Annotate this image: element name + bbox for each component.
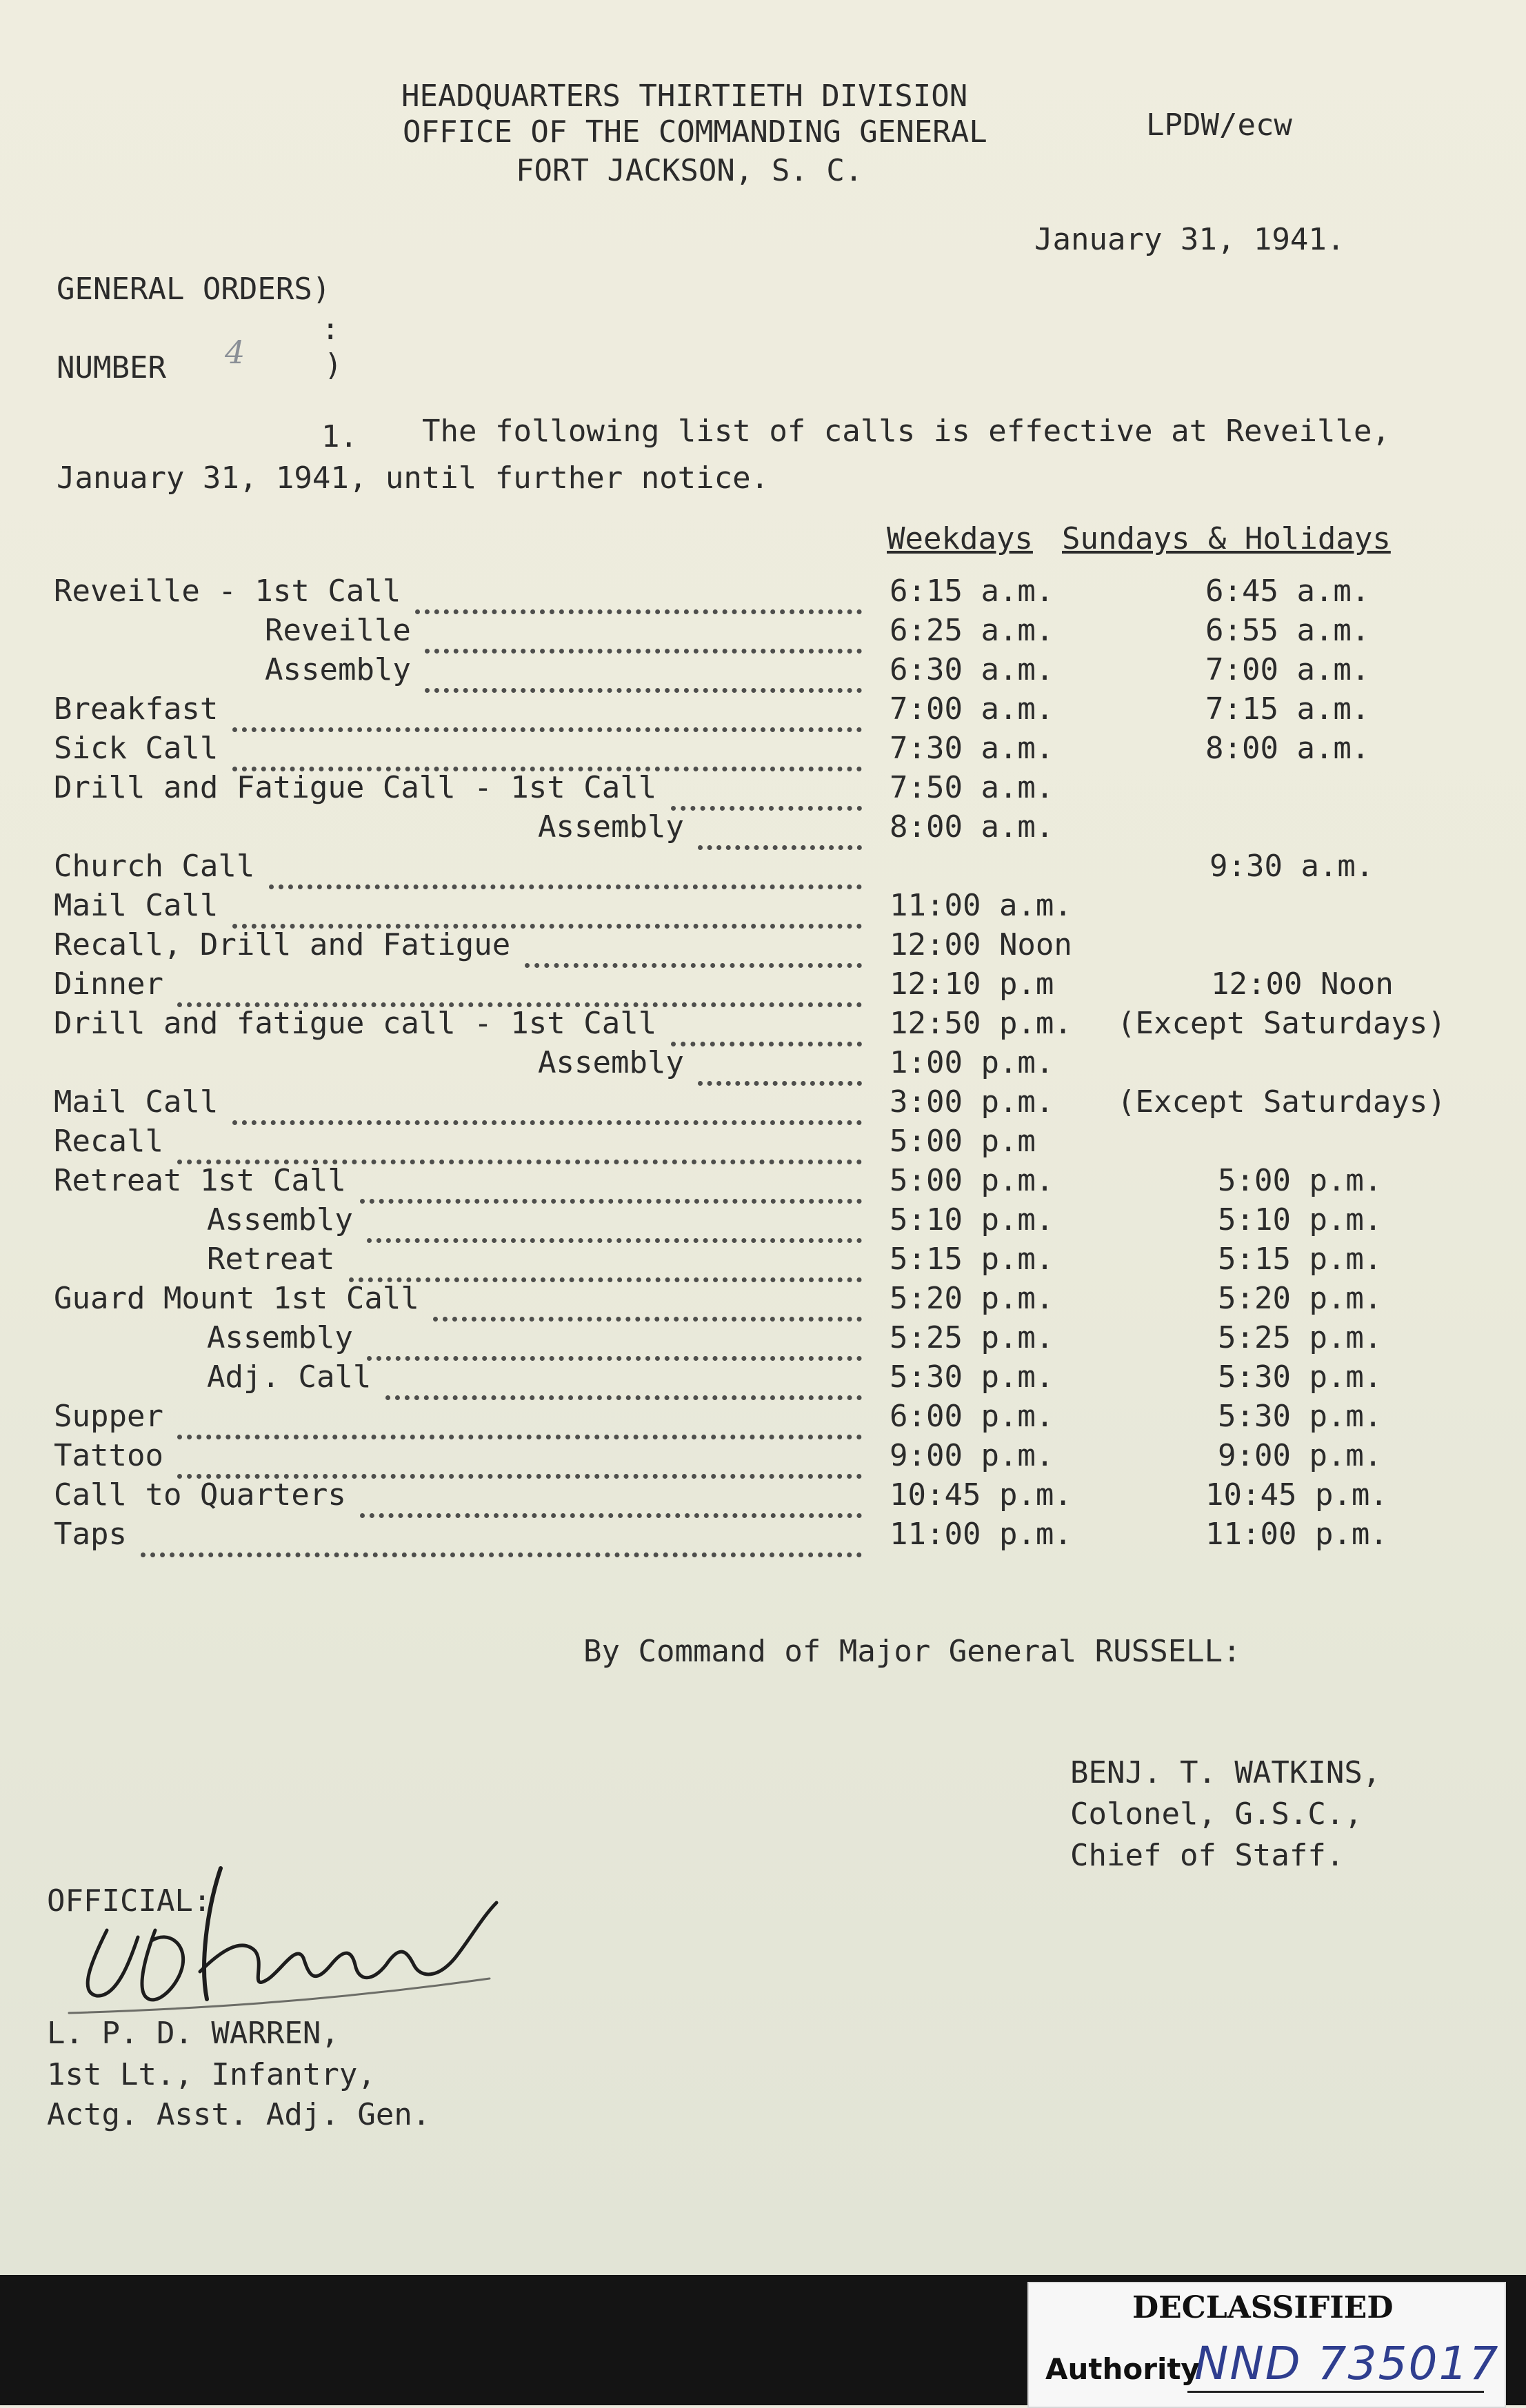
call-name: Recall [54, 1124, 163, 1159]
sunday-holiday-time: 5:10 p.m. [1218, 1202, 1383, 1237]
weekday-time: 11:00 p.m. [890, 1517, 1072, 1552]
leader-dots [177, 1129, 862, 1164]
sunday-holiday-time: 5:15 p.m. [1218, 1242, 1383, 1277]
call-name: Supper [54, 1399, 163, 1434]
weekday-time: 11:00 a.m. [890, 888, 1072, 923]
schedule-row [0, 1320, 1526, 1359]
schedule-row [0, 652, 1526, 691]
call-name: Mail Call [54, 888, 219, 923]
leader-dots [141, 1522, 862, 1557]
stamp-authority-label: Authority [1045, 2352, 1200, 2386]
weekday-time: 12:00 Noon [890, 927, 1072, 962]
sunday-holiday-time: 5:30 p.m. [1218, 1359, 1383, 1395]
call-name: Adj. Call [207, 1359, 372, 1395]
official-label: OFFICIAL: [47, 1883, 212, 1919]
schedule-row [0, 1163, 1526, 1202]
weekday-time: 7:50 a.m. [890, 770, 1054, 805]
chief-rank: Colonel, G.S.C., [1070, 1797, 1363, 1832]
sunday-holiday-time: 6:55 a.m. [1205, 613, 1370, 648]
weekday-time: 5:15 p.m. [890, 1242, 1054, 1277]
sunday-holiday-time: 10:45 p.m. [1205, 1477, 1388, 1512]
paragraph-number: 1. [321, 419, 358, 454]
call-name: Sick Call [54, 731, 219, 766]
stamp-title: DECLASSIFIED [1132, 2290, 1394, 2325]
official-title: Actg. Asst. Adj. Gen. [47, 2097, 431, 2132]
call-name: Mail Call [54, 1084, 219, 1120]
call-name: Assembly [207, 1320, 353, 1355]
sunday-holiday-time: 8:00 a.m. [1205, 731, 1370, 766]
weekday-time: 5:20 p.m. [890, 1281, 1054, 1316]
weekday-time: 6:00 p.m. [890, 1399, 1054, 1434]
weekday-time: 9:00 p.m. [890, 1438, 1054, 1473]
sunday-holiday-time: 5:30 p.m. [1218, 1399, 1383, 1434]
weekday-time: 6:25 a.m. [890, 613, 1054, 648]
leader-dots [232, 697, 863, 732]
weekday-time: 12:10 p.m [890, 967, 1054, 1002]
schedule-row [0, 849, 1526, 887]
call-name: Breakfast [54, 691, 219, 727]
sunday-holiday-time: 9:30 a.m. [1209, 849, 1374, 884]
schedule-row [0, 888, 1526, 927]
order-number-handwritten: 4 [225, 334, 245, 371]
schedule-row [0, 1399, 1526, 1437]
sunday-holiday-time: 6:45 a.m. [1205, 574, 1370, 609]
weekday-time: 10:45 p.m. [890, 1477, 1072, 1512]
weekday-time: 6:30 a.m. [890, 652, 1054, 687]
column-header-sundays-holidays: Sundays & Holidays [1062, 521, 1391, 556]
call-name: Reveille [265, 613, 411, 648]
schedule-row [0, 1045, 1526, 1084]
call-name: Guard Mount 1st Call [54, 1281, 419, 1316]
header-line-2: OFFICE OF THE COMMANDING GENERAL [403, 114, 987, 150]
document-date: January 31, 1941. [1034, 222, 1345, 257]
leader-dots [177, 1444, 862, 1479]
schedule-row [0, 927, 1526, 966]
call-name: Tattoo [54, 1438, 163, 1473]
weekday-time: 5:25 p.m. [890, 1320, 1054, 1355]
reference-code: LPDW/ecw [1146, 108, 1292, 143]
number-paren: ) [324, 347, 343, 383]
weekday-time: 3:00 p.m. [890, 1084, 1054, 1120]
call-name: Assembly [207, 1202, 353, 1237]
call-name: Reveille - 1st Call [54, 574, 401, 609]
stamp-underline [1187, 2391, 1484, 2393]
leader-dots [671, 776, 863, 811]
leader-dots [232, 893, 863, 929]
schedule-row [0, 1281, 1526, 1319]
weekday-time: 7:00 a.m. [890, 691, 1054, 727]
sunday-holiday-time: 11:00 p.m. [1205, 1517, 1388, 1552]
declassified-stamp [1027, 2282, 1506, 2408]
schedule-row [0, 1084, 1526, 1123]
schedule-row [0, 1477, 1526, 1516]
handwritten-signature [41, 1854, 565, 2027]
schedule-row [0, 809, 1526, 848]
paragraph-line-2: January 31, 1941, until further notice. [57, 461, 770, 496]
schedule-row [0, 613, 1526, 651]
chief-name: BENJ. T. WATKINS, [1070, 1755, 1381, 1790]
call-name: Church Call [54, 849, 255, 884]
leader-dots [671, 1011, 863, 1046]
call-name: Call to Quarters [54, 1477, 346, 1512]
schedule-row [0, 967, 1526, 1005]
call-name: Taps [54, 1517, 127, 1552]
schedule-row [0, 731, 1526, 769]
leader-dots [367, 1208, 862, 1243]
leader-dots [349, 1247, 863, 1282]
sunday-holiday-time: 7:00 a.m. [1205, 652, 1370, 687]
call-name: Assembly [265, 652, 411, 687]
schedule-row [0, 770, 1526, 809]
schedule-row [0, 1517, 1526, 1555]
header-line-3: FORT JACKSON, S. C. [516, 153, 863, 188]
sunday-holiday-time: 7:15 a.m. [1205, 691, 1370, 727]
leader-dots [367, 1326, 862, 1361]
call-name: Assembly [538, 1045, 684, 1080]
sunday-holiday-time: (Except Saturdays) [1117, 1006, 1446, 1041]
leader-dots [232, 1090, 863, 1125]
schedule-row [0, 1359, 1526, 1398]
call-name: Retreat [207, 1242, 335, 1277]
leader-dots [425, 658, 862, 693]
call-name: Drill and fatigue call - 1st Call [54, 1006, 657, 1041]
weekday-time: 1:00 p.m. [890, 1045, 1054, 1080]
chief-title: Chief of Staff. [1070, 1838, 1345, 1873]
leader-dots [698, 1051, 862, 1086]
schedule-row [0, 1124, 1526, 1162]
schedule-row [0, 1202, 1526, 1241]
leader-dots [415, 579, 863, 614]
paragraph-line-1: The following list of calls is effective at Reveille, [422, 414, 1390, 449]
call-name: Assembly [538, 809, 684, 844]
leader-dots [698, 815, 862, 850]
weekday-time: 5:00 p.m [890, 1124, 1036, 1159]
orders-colon: : [321, 312, 340, 347]
header-line-1: HEADQUARTERS THIRTIETH DIVISION [401, 79, 968, 114]
call-name: Retreat 1st Call [54, 1163, 346, 1198]
leader-dots [433, 1286, 862, 1322]
leader-dots [177, 1404, 862, 1439]
official-rank: 1st Lt., Infantry, [47, 2057, 376, 2092]
sunday-holiday-time: 5:00 p.m. [1218, 1163, 1383, 1198]
schedule-row [0, 691, 1526, 730]
call-name: Drill and Fatigue Call - 1st Call [54, 770, 657, 805]
sunday-holiday-time: 12:00 Noon [1211, 967, 1394, 1002]
sunday-holiday-time: (Except Saturdays) [1117, 1084, 1446, 1120]
leader-dots [360, 1168, 862, 1204]
weekday-time: 12:50 p.m. [890, 1006, 1072, 1041]
stamp-authority-value: NND 735017 [1194, 2337, 1500, 2390]
weekday-time: 5:00 p.m. [890, 1163, 1054, 1198]
command-line: By Command of Major General RUSSELL: [583, 1634, 1241, 1669]
number-label: NUMBER [57, 350, 166, 385]
sunday-holiday-time: 9:00 p.m. [1218, 1438, 1383, 1473]
call-name: Recall, Drill and Fatigue [54, 927, 511, 962]
weekday-time: 5:10 p.m. [890, 1202, 1054, 1237]
leader-dots [385, 1365, 863, 1400]
weekday-time: 8:00 a.m. [890, 809, 1054, 844]
sunday-holiday-time: 5:25 p.m. [1218, 1320, 1383, 1355]
call-name: Dinner [54, 967, 163, 1002]
schedule-row [0, 574, 1526, 612]
general-orders-label: GENERAL ORDERS) [57, 272, 331, 307]
weekday-time: 6:15 a.m. [890, 574, 1054, 609]
leader-dots [360, 1483, 862, 1518]
leader-dots [232, 736, 863, 771]
schedule-row [0, 1242, 1526, 1280]
leader-dots [177, 972, 862, 1007]
leader-dots [269, 854, 863, 889]
schedule-row [0, 1438, 1526, 1477]
leader-dots [425, 618, 862, 654]
weekday-time: 7:30 a.m. [890, 731, 1054, 766]
leader-dots [525, 933, 863, 968]
column-header-weekdays: Weekdays [887, 521, 1033, 556]
official-name: L. P. D. WARREN, [47, 2016, 339, 2051]
sunday-holiday-time: 5:20 p.m. [1218, 1281, 1383, 1316]
schedule-row [0, 1006, 1526, 1044]
weekday-time: 5:30 p.m. [890, 1359, 1054, 1395]
